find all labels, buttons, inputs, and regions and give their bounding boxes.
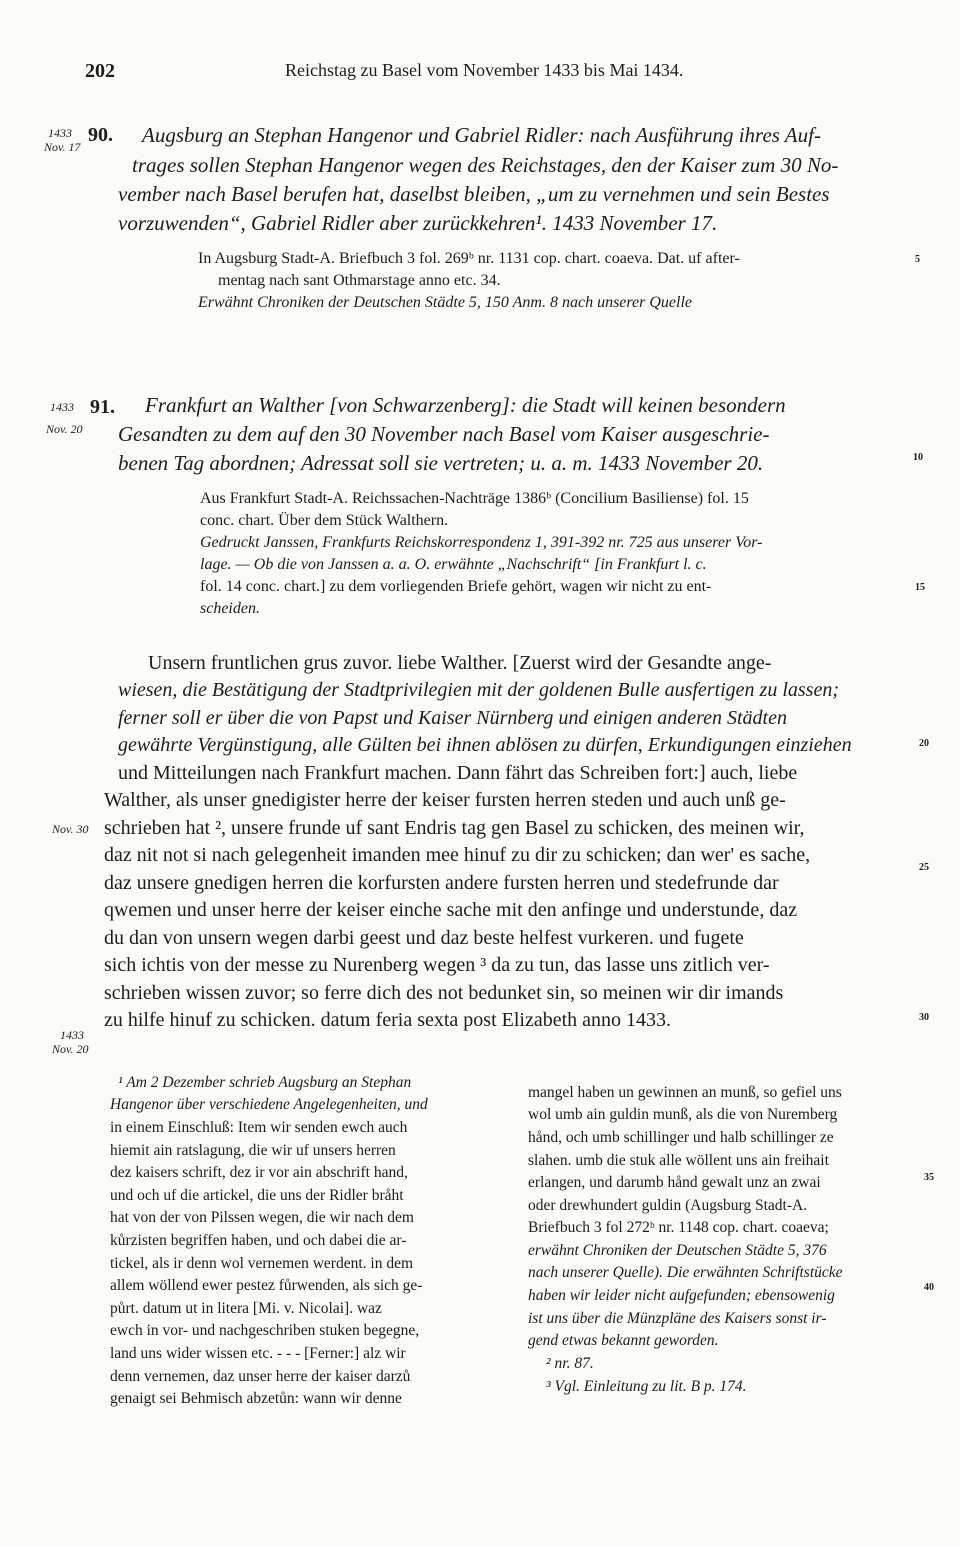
- footnote-right-line-4: slahen. umb die stuk alle wöllent uns ain freihait: [528, 1152, 829, 1169]
- footnote-left-line-9: tickel, als ir denn wol vernemen werdent. in dem: [110, 1255, 414, 1272]
- footnote-left-line-14: denn vernemen, daz unser herre der kaiser darzů: [110, 1368, 411, 1385]
- source-90-line-2: mentag nach sant Othmarstage anno etc. 34.: [218, 272, 501, 289]
- line-number-25: 25: [919, 862, 929, 873]
- footnote-left-line-6: und och uf die artickel, die uns der Ridler bråht: [110, 1187, 404, 1204]
- running-title: Reichstag zu Basel vom November 1433 bis Mai 1434.: [285, 60, 684, 80]
- text-line-12: sich ichtis von der messe zu Nurenberg wegen ³ da zu tun, das lasse uns zitlich ver-: [104, 954, 770, 976]
- footnote-left-line-4: hiemit ain ratslagung, die wir uf unsers herren: [110, 1142, 396, 1159]
- source-91-line-1: Aus Frankfurt Stadt-A. Reichssachen-Nachträge 1386ᵇ (Concilium Basiliense) fol. 15: [200, 490, 749, 507]
- text-line-6: Walther, als unser gnedigister herre der keiser fursten herren steden und auch unß ge-: [104, 789, 786, 811]
- text-margin-date-1: Nov. 30: [52, 822, 89, 836]
- line-number-40: 40: [924, 1282, 934, 1293]
- text-line-11: du dan von unsern wegen darbi geest und daz beste helfest vurkeren. und fugete: [104, 927, 744, 949]
- footnote-right-line-5: erlangen, und darumb hånd gewalt unz an zwai: [528, 1174, 821, 1191]
- footnote-left-line-5: dez kaisers schrift, dez ir vor ain abschrift hand,: [110, 1164, 408, 1181]
- footnote-right-line-2: wol umb ain guldin munß, als die von Nuremberg: [528, 1106, 838, 1123]
- text-line-9: daz unsere gnedigen herren die korfursten andere fursten herren und stedefrunde dar: [104, 872, 779, 894]
- footnote-right-line-13: ² nr. 87.: [546, 1355, 594, 1372]
- text-line-14: zu hilfe hinuf zu schicken. datum feria sexta post Elizabeth anno 1433.: [104, 1009, 672, 1031]
- line-number-5: 5: [915, 254, 920, 265]
- source-91-line-2: conc. chart. Über dem Stück Walthern.: [200, 512, 449, 529]
- source-90-line-3: Erwähnt Chroniken der Deutschen Städte 5, 150 Anm. 8 nach unserer Quelle: [198, 294, 692, 311]
- footnote-right-line-9: nach unserer Quelle). Die erwähnten Schriftstücke: [528, 1264, 843, 1281]
- source-91-line-6: scheiden.: [200, 600, 260, 617]
- footnote-left-line-13: land uns wider wissen etc. - - - [Ferner:] alz wir: [110, 1345, 406, 1362]
- regest-91-line-2: Gesandten zu dem auf den 30 November nach Basel vom Kaiser ausgeschrie-: [118, 422, 770, 446]
- footnote-right-line-12: gend etwas bekannt geworden.: [528, 1332, 719, 1349]
- footnote-left-line-11: půrt. datum ut in litera [Mi. v. Nicolai]. waz: [110, 1300, 382, 1317]
- margin-year-91: 1433: [50, 400, 74, 414]
- text-line-10: qwemen und unser herre der keiser einche sache mit den anfinge und understunde, daz: [104, 899, 798, 921]
- line-number-10: 10: [913, 452, 923, 463]
- footnote-left-line-10: allem wöllend ewer pestez fůrwenden, als sich ge-: [110, 1277, 423, 1294]
- footnote-right-line-11: ist uns über die Münzpläne des Kaisers sonst ir-: [528, 1310, 827, 1327]
- text-line-2: wiesen, die Bestätigung der Stadtprivilegien mit der goldenen Bulle ausfertigen zu lassen;: [118, 679, 839, 701]
- regest-90-line-4: vorzuwenden“, Gabriel Ridler aber zurückkehren¹. 1433 November 17.: [118, 211, 718, 235]
- line-number-35: 35: [924, 1172, 934, 1183]
- text-line-8: daz nit not si nach gelegenheit imanden mee hinuf zu dir zu schicken; dan wer' es sache,: [104, 844, 811, 866]
- line-number-30: 30: [919, 1012, 929, 1023]
- footnote-left-line-2: Hangenor über verschiedene Angelegenheiten, und: [110, 1096, 428, 1113]
- footnote-left-line-15: genaigt sei Behmisch abzetůn: wann wir denne: [110, 1390, 402, 1407]
- text-line-3: ferner soll er über die von Papst und Kaiser Nürnberg und einigen anderen Städten: [118, 707, 787, 729]
- footnote-left-line-8: kůrzisten begriffen haben, und och dabei die ar-: [110, 1232, 407, 1249]
- document-number-91: 91.: [90, 396, 115, 418]
- text-line-1: Unsern fruntlichen grus zuvor. liebe Walther. [Zuerst wird der Gesandte ange-: [148, 652, 772, 674]
- footnote-right-line-7: Briefbuch 3 fol 272ᵇ nr. 1148 cop. chart. coaeva;: [528, 1219, 829, 1236]
- source-90-line-1: In Augsburg Stadt-A. Briefbuch 3 fol. 269ᵇ nr. 1131 cop. chart. coaeva. Dat. uf after-: [198, 250, 740, 267]
- regest-90-line-2: trages sollen Stephan Hangenor wegen des Reichstages, den der Kaiser zum 30 No-: [132, 153, 839, 177]
- regest-90-line-3: vember nach Basel berufen hat, daselbst bleiben, „um zu vernehmen und sein Bestes: [118, 182, 830, 206]
- margin-year-90: 1433: [48, 126, 72, 140]
- document-number-90: 90.: [88, 124, 113, 146]
- line-number-20: 20: [919, 738, 929, 749]
- regest-91-line-3: benen Tag abordnen; Adressat soll sie vertreten; u. a. m. 1433 November 20.: [118, 451, 764, 475]
- text-line-4: gewährte Vergünstigung, alle Gülten bei ihnen ablösen zu dürfen, Erkundigungen einziehen: [118, 734, 852, 756]
- regest-91-line-1: Frankfurt an Walther [von Schwarzenberg]: die Stadt will keinen besondern: [145, 393, 786, 417]
- regest-90-line-1: Augsburg an Stephan Hangenor und Gabriel Ridler: nach Ausführung ihres Auf-: [142, 123, 821, 147]
- source-91-line-5: fol. 14 conc. chart.] zu dem vorliegenden Briefe gehört, wagen wir nicht zu ent-: [200, 578, 712, 595]
- footnote-right-line-10: haben wir leider nicht aufgefunden; ebensowenig: [528, 1287, 835, 1304]
- source-91-line-4: lage. — Ob die von Janssen a. a. O. erwähnte „Nachschrift“ [in Frankfurt l. c.: [200, 556, 707, 573]
- text-line-5: und Mitteilungen nach Frankfurt machen. Dann fährt das Schreiben fort:] auch, liebe: [118, 762, 798, 784]
- footnote-right-line-14: ³ Vgl. Einleitung zu lit. B p. 174.: [546, 1378, 747, 1395]
- text-margin-year-2: 1433: [60, 1028, 84, 1042]
- footnote-right-line-1: mangel haben un gewinnen an munß, so gefiel uns: [528, 1084, 842, 1101]
- margin-date-90: Nov. 17: [44, 140, 81, 154]
- footnote-left-line-12: ewch in vor- und nachgeschriben stuken begegne,: [110, 1322, 420, 1339]
- margin-date-91: Nov. 20: [46, 422, 83, 436]
- footnote-right-line-3: hånd, och umb schillinger und halb schillinger ze: [528, 1129, 834, 1146]
- footnote-right-line-6: oder drewhundert guldin (Augsburg Stadt-A.: [528, 1197, 808, 1214]
- footnote-left-line-3: in einem Einschluß: Item wir senden ewch auch: [110, 1119, 408, 1136]
- footnote-left-line-7: hat von der von Pilssen wegen, die wir nach dem: [110, 1209, 414, 1226]
- text-line-13: schrieben wissen zuvor; so ferre dich des not bedunket sin, so meinen wir dir imands: [104, 982, 784, 1004]
- footnote-right-line-8: erwähnt Chroniken der Deutschen Städte 5, 376: [528, 1242, 827, 1259]
- line-number-15: 15: [915, 582, 925, 593]
- footnote-left-line-1: ¹ Am 2 Dezember schrieb Augsburg an Stephan: [118, 1074, 412, 1091]
- text-margin-date-2: Nov. 20: [52, 1042, 89, 1056]
- page-number: 202: [85, 60, 115, 82]
- source-91-line-3: Gedruckt Janssen, Frankfurts Reichskorrespondenz 1, 391-392 nr. 725 aus unserer Vor-: [200, 534, 763, 551]
- text-line-7: schrieben hat ², unsere frunde uf sant Endris tag gen Basel zu schicken, des meinen wir,: [104, 817, 805, 839]
